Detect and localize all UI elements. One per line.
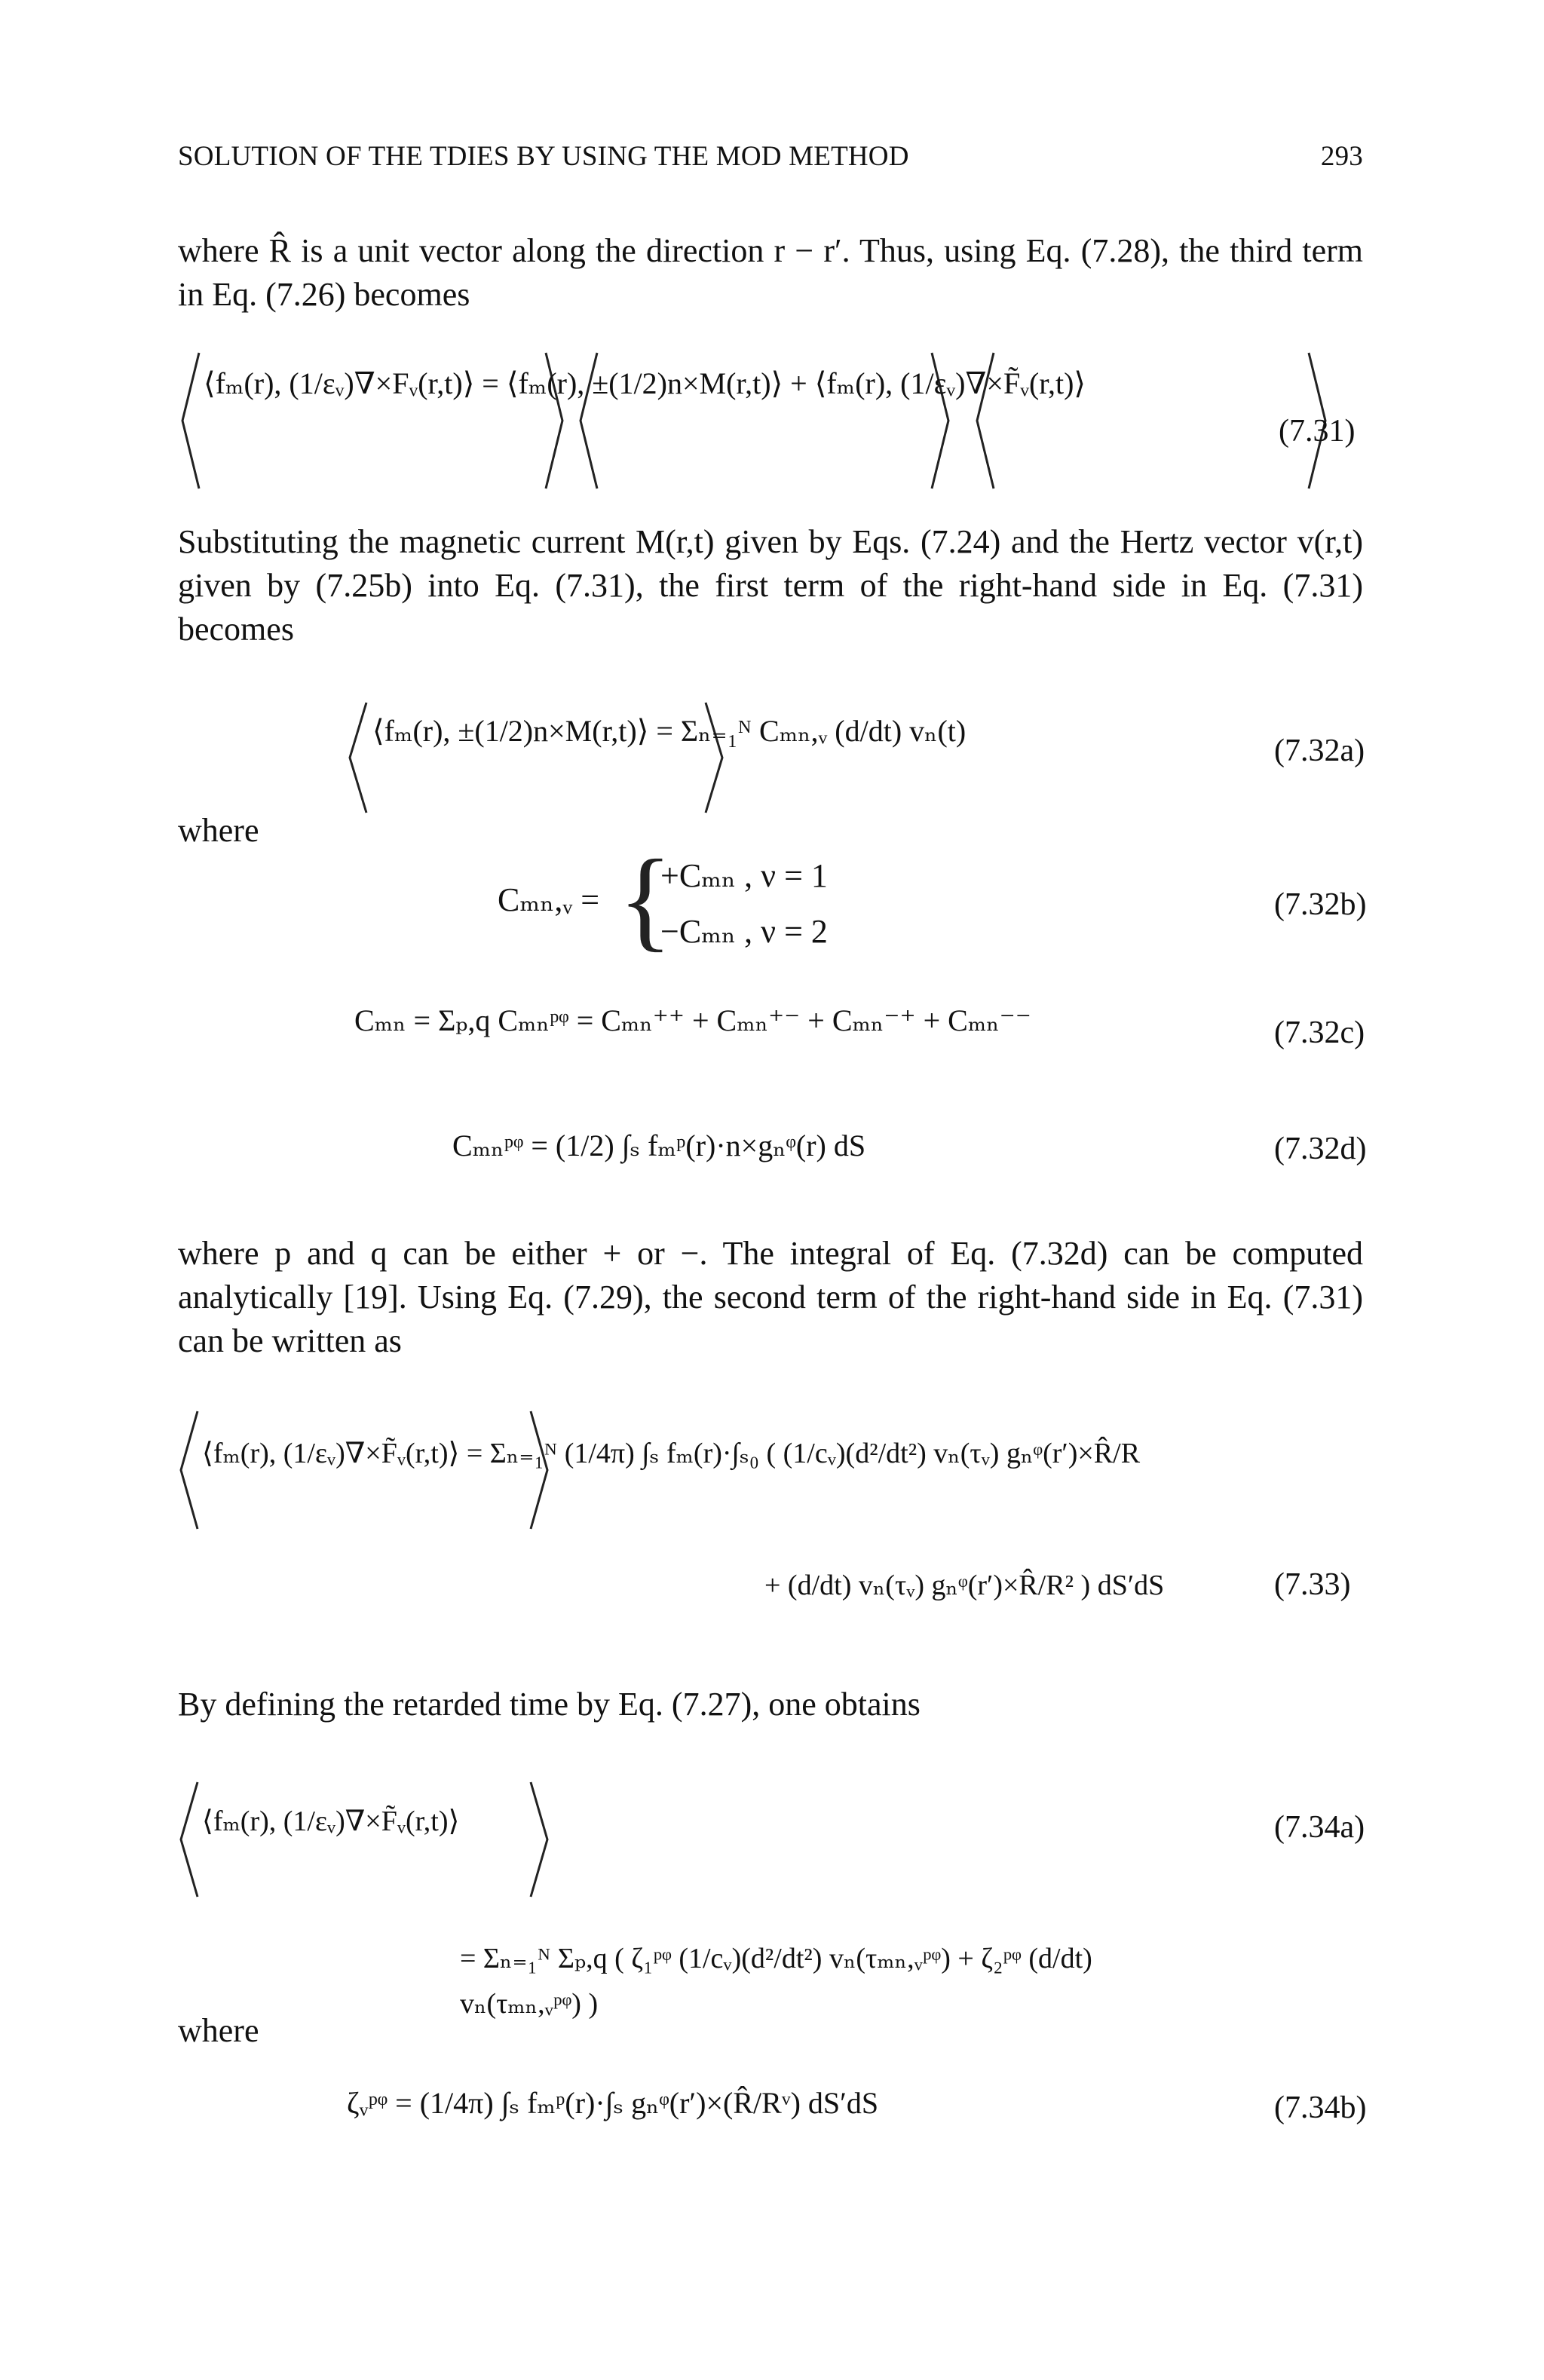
label-where-2: where (178, 2012, 259, 2049)
equation-7-33 (176, 1402, 1262, 1659)
equation-number-7-34a: (7.34a) (1274, 1810, 1365, 1845)
equation-number-7-34b: (7.34b) (1274, 2091, 1367, 2125)
equation-number-7-33: (7.33) (1274, 1567, 1351, 1602)
equation-number-7-32c: (7.32c) (1274, 1015, 1365, 1050)
equation-7-31-text: ⟨fₘ(r), (1/εᵥ)∇×Fᵥ(r,t)⟩ = ⟨fₘ(r), ±(1/2)n×M(r,t)⟩ + ⟨fₘ(r), (1/εᵥ)∇×F̃ᵥ(r,t)⟩ (204, 366, 1086, 400)
equation-7-32a-text: ⟨fₘ(r), ±(1/2)n×M(r,t)⟩ = Σₙ₌₁ᴺ Cₘₙ,ᵥ (d/dt) vₙ(t) (372, 714, 967, 748)
equation-7-31 (176, 338, 1405, 504)
equation-7-32b-case-2: −Cₘₙ , ν = 2 (660, 913, 828, 950)
running-header-title: SOLUTION OF THE TDIES BY USING THE MOD METHOD (178, 141, 909, 172)
equation-7-33-line-1: ⟨fₘ(r), (1/εᵥ)∇×F̃ᵥ(r,t)⟩ = Σₙ₌₁ᴺ (1/4π) ∫ₛ fₘ(r)·∫ₛ₀ ( (1/cᵥ)(d²/dt²) vₙ(τᵥ) gₙᵠ(r′)×R̂/R (202, 1438, 1141, 1469)
paragraph-1: where R̂ is a unit vector along the direction r − r′. Thus, using Eq. (7.28), the third term in Eq. (7.26) becomes (178, 232, 1363, 313)
equation-7-34b: ζᵥᵖᵠ = (1/4π) ∫ₛ fₘᵖ(r)·∫ₛ gₙᵠ(r′)×(R̂/Rᵛ) dS′dS (347, 2086, 879, 2120)
equation-7-32b-case-1: +Cₘₙ , ν = 1 (660, 857, 828, 894)
paragraph-3: where p and q can be either + or −. The integral of Eq. (7.32d) can be computed analytically [19]. Using Eq. (7.29), the second term of the right-hand side in Eq. (7.31) can be written as (178, 1235, 1363, 1359)
equation-7-32c: Cₘₙ = Σₚ,q Cₘₙᵖᵠ = Cₘₙ⁺⁺ + Cₘₙ⁺⁻ + Cₘₙ⁻⁺ + Cₘₙ⁻⁻ (354, 1003, 1031, 1037)
equation-number-7-31: (7.31) (1279, 414, 1356, 449)
equation-7-34a-line-1: ⟨fₘ(r), (1/εᵥ)∇×F̃ᵥ(r,t)⟩ (202, 1806, 460, 1837)
paragraph-4: By defining the retarded time by Eq. (7.27), one obtains (178, 1686, 921, 1723)
equation-7-32d: Cₘₙᵖᵠ = (1/2) ∫ₛ fₘᵖ(r)·n×gₙᵠ(r) dS (452, 1129, 866, 1162)
equation-7-32a (345, 694, 1099, 822)
equation-7-32b-brace: { (618, 837, 672, 962)
equation-7-34a-lhs (176, 1772, 568, 1907)
equation-7-32b-lhs: Cₘₙ,ᵥ = (498, 881, 600, 918)
equation-number-7-32a: (7.32a) (1274, 734, 1365, 768)
page-number: 293 (1320, 141, 1363, 172)
equation-number-7-32b: (7.32b) (1274, 887, 1367, 922)
equation-7-33-line-2: + (d/dt) vₙ(τᵥ) gₙᵠ(r′)×R̂/R² ) dS′dS (764, 1570, 1165, 1601)
equation-7-34a-line-2: = Σₙ₌₁ᴺ Σₚ,q ( ζ₁ᵖᵠ (1/cᵥ)(d²/dt²) vₙ(τₘₙ,ᵥᵖᵠ) + ζ₂ᵖᵠ (d/dt) vₙ(τₘₙ,ᵥᵖᵠ) ) (460, 1943, 1092, 2020)
equation-number-7-32d: (7.32d) (1274, 1132, 1367, 1166)
paragraph-2: Substituting the magnetic current M(r,t) given by Eqs. (7.24) and the Hertz vector v(r,t) given by (7.25b) into Eq. (7.31), the first term of the right-hand side in Eq. (7.31) becomes (178, 523, 1363, 648)
label-where-1: where (178, 812, 259, 849)
